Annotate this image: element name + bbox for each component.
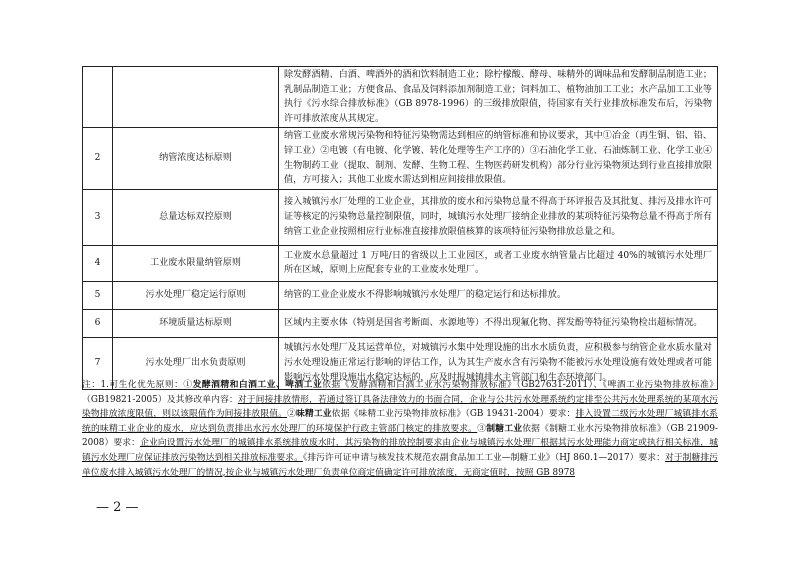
note-bold-msg: 味精工业 — [295, 409, 332, 420]
row-number: 7 — [83, 337, 113, 389]
table-row — [83, 189, 718, 245]
principle-description: 纳管的工业企业废水不得影响城镇污水处理厂的稳定运行和达标排放。 — [279, 281, 718, 309]
principle-description: 区域内主要水体（特别是国省考断面、水源地等）不得出现氟化物、挥发酚等特征污染物检出超标情况。 — [279, 309, 718, 337]
principle-description: 工业废水总量超过 1 万吨/日的省级以上工业园区，或者工业废水纳管量占比超过 40%的城镇污水处理厂所在区域，原则上应配套专业的工业废水处理厂。 — [279, 245, 718, 281]
principle-name: 污水处理厂出水负责原则 — [113, 337, 279, 389]
row-number: 5 — [83, 281, 113, 309]
row-number: 3 — [83, 189, 113, 245]
note-text: 《排污许可证申请与核发技术规范农副食品加工工业—制糖工业》（HJ 860.1—2017）要求： — [302, 452, 665, 463]
row-number: 6 — [83, 309, 113, 337]
note-text: 依据《味精工业污染物排放标准》（GB 19431-2004）要求： — [331, 409, 576, 420]
row-number: 4 — [83, 245, 113, 281]
note-underline: 对于间接排放情形，若通过签订具备法律效力的书面合同，企业与公共污水处理系统约定排至公共污水处理系统的某项水污染物排放浓度限值，则以该限值作为间接排放限值。 — [82, 394, 718, 420]
principle-description: 除发酵酒精、白酒、啤酒外的酒和饮料制造工业；除柠檬酸、酵母、味精外的调味品和发酵制品制造工业；乳制品制造工业；方便食品、食品及饲料添加剂制造工业；饲料加工、植物油加工工业；水产品加工工业等执行《污水综合排放标准》（GB 8978-1996）的三级排放限值，待国家有关行业排放标准发布后，污染物许可排放浓度从其规定。 — [279, 67, 718, 128]
note-underline: 企业向设置污水处理厂的城镇排水系统排放废水时，其污染物的排放控制要求由企业与城镇污水处理厂根据其污水处理能力商定或执行相关标准，城镇污水处理厂应保证排放污染物达到相关排放标准要求。 — [82, 438, 718, 463]
note-underline: 排入设置二级污水处理厂城镇排水系统的味精工业企业的废水，应达到负责排出水污水处理厂的环境保护行政主管部门核定的排放要求。 — [82, 409, 718, 434]
note-text: 依据《发酵酒精和白酒工业水污染物排放标准》（GB27631-2011）、《啤酒工业污染物排放标准》（GB19821-2005）及其修改单内容： — [82, 380, 718, 405]
table-row — [83, 245, 718, 281]
footnote — [82, 378, 718, 480]
principle-name: 工业废水限量纳管原则 — [113, 245, 279, 281]
principles-table — [82, 66, 718, 390]
principle-description: 纳管工业废水常规污染物和特征污染物需达到相应的纳管标准和协议要求，其中①冶金（再生铜、铝、铅、锌工业）②电镀（有电镀、化学镀、转化处理等生产工序的）③石油化学工业、石油炼制工业、化学工业④生物制药工业（提取、制剂、发酵、生物工程、生物医药研发机构）部分行业污染物须达到行业直接排放限值，方可接入；其他工业废水需达到相应间接排放限值。 — [279, 128, 718, 189]
note-text: ② — [287, 409, 296, 420]
principle-description: 城镇污水处理厂及其运营单位，对城镇污水集中处理设施的出水水质负责，应积极参与纳管企业水质水量对污水处理设施正常运行影响的评估工作，认为其生产废水含有污染物不能被污水处理设施有效处理或者可能影响污水处理设施出水稳定达标的，应及时报城镇排水主管部门和生态环境部门。 — [279, 337, 718, 389]
page-number: — 2 — — [96, 500, 139, 515]
note-bold-sugar: 制糖工业 — [486, 423, 523, 434]
note-bold-brewery: 发酵酒精和白酒工业、啤酒工业 — [192, 380, 323, 390]
principle-description: 接入城镇污水厂处理的工业企业，其排放的废水和污染物总量不得高于环评报告及其批复、排污及排水许可证等核定的污染物总量控制限值，同时，城镇污水处理厂接纳企业排放的某项特征污染物总量不得高于所有纳管工业企业按照相应行业标准直接排放限值核算的该项特征污染物排放总量之和。 — [279, 189, 718, 245]
table-row — [83, 128, 718, 189]
note-underline: 对于制糖排污单位废水排入城镇污水处理厂的情况,按企业与城镇污水处理厂负责单位商定值确定许可排放浓度，无商定值时，按照 GB 8978 — [82, 452, 718, 478]
principle-name — [113, 67, 279, 128]
table-row — [83, 67, 718, 128]
row-number: 2 — [83, 128, 113, 189]
principle-name: 环境质量达标原则 — [113, 309, 279, 337]
note-text: ③ — [477, 423, 487, 434]
note-text: 依据《制糖工业水污染物排放标准》（GB 21909-2008）要求： — [82, 423, 718, 449]
principle-name: 污水处理厂稳定运行原则 — [113, 281, 279, 309]
principle-name: 总量达标双控原则 — [113, 189, 279, 245]
table-row — [83, 281, 718, 309]
principle-name: 纳管浓度达标原则 — [113, 128, 279, 189]
row-number — [83, 67, 113, 128]
table-row — [83, 309, 718, 337]
note-text: 注：1.可生化优先原则：① — [82, 380, 193, 390]
